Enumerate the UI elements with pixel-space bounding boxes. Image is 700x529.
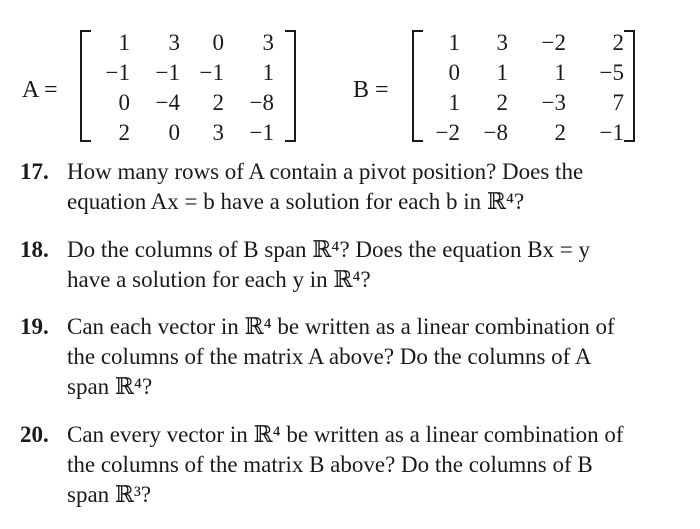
problem-line: span ℝ⁴?: [67, 374, 153, 399]
matrix-entry: 0: [118, 90, 130, 115]
matrix-entry: 2: [612, 30, 624, 55]
matrix-entry: 1: [118, 30, 130, 55]
matrix-entry: −1: [249, 120, 274, 145]
problem-20: [20, 420, 680, 510]
matrix-entry: 2: [118, 120, 130, 145]
matrix-entry: −3: [541, 90, 566, 115]
matrix-entry: −8: [483, 120, 508, 145]
problem-number: 20.: [20, 422, 49, 447]
matrix-entry: 3: [496, 30, 508, 55]
problem-18: [20, 235, 680, 295]
matrix-entry: 1: [448, 30, 460, 55]
problem-text: [67, 420, 680, 510]
matrix-a-label: A =: [22, 77, 58, 103]
matrix-entry: −1: [105, 60, 130, 85]
problem-line: have a solution for each y in ℝ⁴?: [67, 267, 371, 292]
problem-text: [67, 157, 680, 217]
matrix-entry: −1: [599, 120, 624, 145]
matrix-entry: −5: [599, 60, 624, 85]
problem-line: Can each vector in ℝ⁴ be written as a linear combination of: [67, 314, 615, 339]
matrix-entry: 1: [554, 60, 566, 85]
problem-line: Do the columns of B span ℝ⁴? Does the equation Bx = y: [67, 237, 591, 262]
problem-17: [20, 157, 680, 217]
problem-line: the columns of the matrix B above? Do the columns of B: [67, 452, 593, 477]
matrix-entry: −1: [199, 60, 224, 85]
problem-line: equation Ax = b have a solution for each b in ℝ⁴?: [67, 189, 525, 214]
matrix-entry: 1: [448, 90, 460, 115]
problem-19: [20, 312, 680, 402]
matrix-a-right-bracket: [285, 30, 296, 142]
matrix-entry: 0: [168, 120, 180, 145]
matrix-entry: −2: [541, 30, 566, 55]
problem-line: span ℝ³?: [67, 482, 152, 507]
problem-line: the columns of the matrix A above? Do the columns of A: [67, 344, 592, 369]
matrix-entry: −8: [249, 90, 274, 115]
matrix-entry: 7: [612, 90, 624, 115]
matrix-entry: 0: [212, 30, 224, 55]
matrix-entry: 0: [448, 60, 460, 85]
matrix-a: [90, 28, 274, 148]
matrix-b-right-bracket: [624, 30, 635, 142]
problem-number: 19.: [20, 314, 49, 339]
matrix-entry: 1: [262, 60, 274, 85]
matrix-b-label: B =: [353, 77, 389, 103]
matrix-entry: −2: [435, 120, 460, 145]
matrix-entry: 3: [212, 120, 224, 145]
matrix-b: [420, 28, 624, 148]
matrix-entry: −1: [155, 60, 180, 85]
matrix-entry: 3: [262, 30, 274, 55]
problem-text: [67, 235, 680, 295]
matrix-entry: 1: [496, 60, 508, 85]
matrix-entry: 2: [554, 120, 566, 145]
matrix-entry: 2: [496, 90, 508, 115]
matrix-entry: −4: [155, 90, 180, 115]
problem-line: How many rows of A contain a pivot position? Does the: [67, 159, 584, 184]
problem-line: Can every vector in ℝ⁴ be written as a linear combination of: [67, 422, 624, 447]
problem-number: 18.: [20, 237, 49, 262]
problem-text: [67, 312, 680, 402]
matrix-entry: 3: [168, 30, 180, 55]
matrix-entry: 2: [212, 90, 224, 115]
problem-number: 17.: [20, 159, 49, 184]
